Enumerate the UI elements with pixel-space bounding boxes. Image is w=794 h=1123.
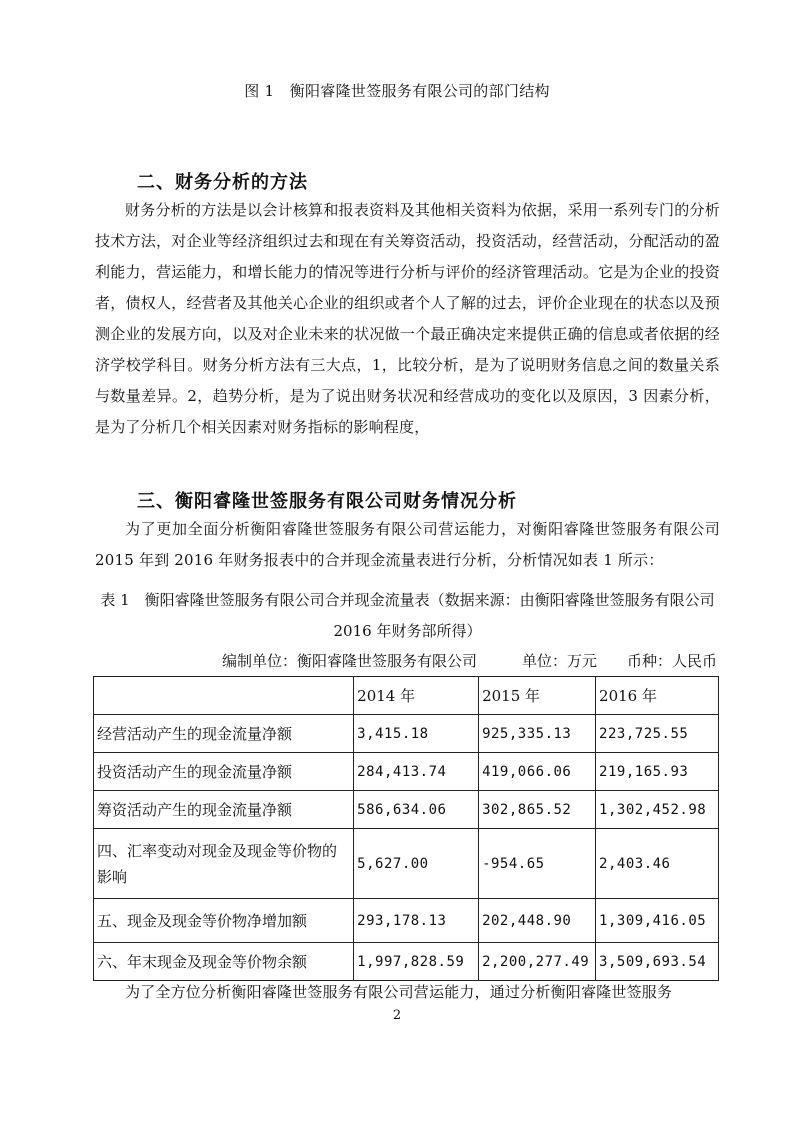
table-row	[94, 791, 719, 829]
cell-2014: 586,634.06	[354, 791, 479, 829]
header-cell-blank	[94, 677, 354, 715]
row-label: 经营活动产生的现金流量净额	[94, 715, 354, 753]
section-heading-analysis: 三、衡阳睿隆世签服务有限公司财务情况分析	[137, 491, 517, 512]
analysis-paragraph-text: 为了更加全面分析衡阳睿隆世签服务有限公司营运能力，对衡阳睿隆世签服务有限公司 2015 年到 2016 年财务报表中的合并现金流量表进行分析，分析情况如表 1 所示：	[95, 520, 720, 569]
cell-2014: 1,997,828.59	[354, 943, 479, 981]
cell-2015: 419,066.06	[479, 753, 596, 791]
cell-2014: 284,413.74	[354, 753, 479, 791]
table-row	[94, 899, 719, 943]
header-cell-2016: 2016 年	[596, 677, 719, 715]
cell-2016: 219,165.93	[596, 753, 719, 791]
cell-2014: 3,415.18	[354, 715, 479, 753]
cell-2016: 223,725.55	[596, 715, 719, 753]
row-label: 筹资活动产生的现金流量净额	[94, 791, 354, 829]
row-label: 五、现金及现金等价物净增加额	[94, 899, 354, 943]
table-row	[94, 829, 719, 899]
cell-2014: 5,627.00	[354, 829, 479, 899]
trailing-paragraph	[95, 977, 720, 1008]
row-label: 四、汇率变动对现金及现金等价物的影响	[94, 829, 354, 899]
cell-2016: 1,302,452.98	[596, 791, 719, 829]
section-heading-methods: 二、财务分析的方法	[137, 172, 308, 193]
table-row	[94, 943, 719, 981]
cash-flow-table	[93, 676, 719, 981]
cell-2015: 302,865.52	[479, 791, 596, 829]
trailing-paragraph-text: 为了全方位分析衡阳睿隆世签服务有限公司营运能力，通过分析衡阳睿隆世签服务	[125, 983, 673, 1001]
table-row	[94, 753, 719, 791]
cell-2016: 2,403.46	[596, 829, 719, 899]
header-cell-2015: 2015 年	[479, 677, 596, 715]
table-caption: 表 1 衡阳睿隆世签服务有限公司合并现金流量表（数据来源：由衡阳睿隆世签服务有限公司 2016 年财务部所得）	[100, 591, 715, 640]
figure-caption: 图 1 衡阳睿隆世签服务有限公司的部门结构	[244, 82, 550, 100]
table-row	[94, 715, 719, 753]
cell-2015: 202,448.90	[479, 899, 596, 943]
cell-2015: -954.65	[479, 829, 596, 899]
page-number: 2	[392, 1008, 402, 1023]
header-cell-2014: 2014 年	[354, 677, 479, 715]
methods-paragraph	[95, 195, 720, 443]
cell-2014: 293,178.13	[354, 899, 479, 943]
methods-paragraph-text: 财务分析的方法是以会计核算和报表资料及其他相关资料为依据，采用一系列专门的分析技术方法，对企业等经济组织过去和现在有关筹资活动，投资活动，经营活动，分配活动的盈利能力，营运能力，和增长能力的情况等进行分析与评价的经济管理活动。它是为企业的投资者，债权人，经营者及其他关心企业的组织或者个人了解的过去，评价企业现在的状态以及预测企业的发展方向，以及对企业未来的状况做一个最正确决定来提供正确的信息或者依据的经济学校学科目。财务分析方法有三大点，1，比较分析，是为了说明财务信息之间的数量关系与数量差异。2，趋势分析，是为了说出财务状况和经营成功的变化以及原因，3 因素分析，是为了分析几个相关因素对财务指标的影响程度，	[95, 201, 720, 436]
cell-2016: 1,309,416.05	[596, 899, 719, 943]
analysis-paragraph	[95, 514, 720, 576]
table-meta: 编制单位：衡阳睿隆世签服务有限公司 单位：万元 币种：人民币	[221, 652, 717, 670]
row-label: 六、年末现金及现金等价物余额	[94, 943, 354, 981]
cell-2016: 3,509,693.54	[596, 943, 719, 981]
row-label: 投资活动产生的现金流量净额	[94, 753, 354, 791]
cell-2015: 925,335.13	[479, 715, 596, 753]
table-header-row	[94, 677, 719, 715]
cell-2015: 2,200,277.49	[479, 943, 596, 981]
